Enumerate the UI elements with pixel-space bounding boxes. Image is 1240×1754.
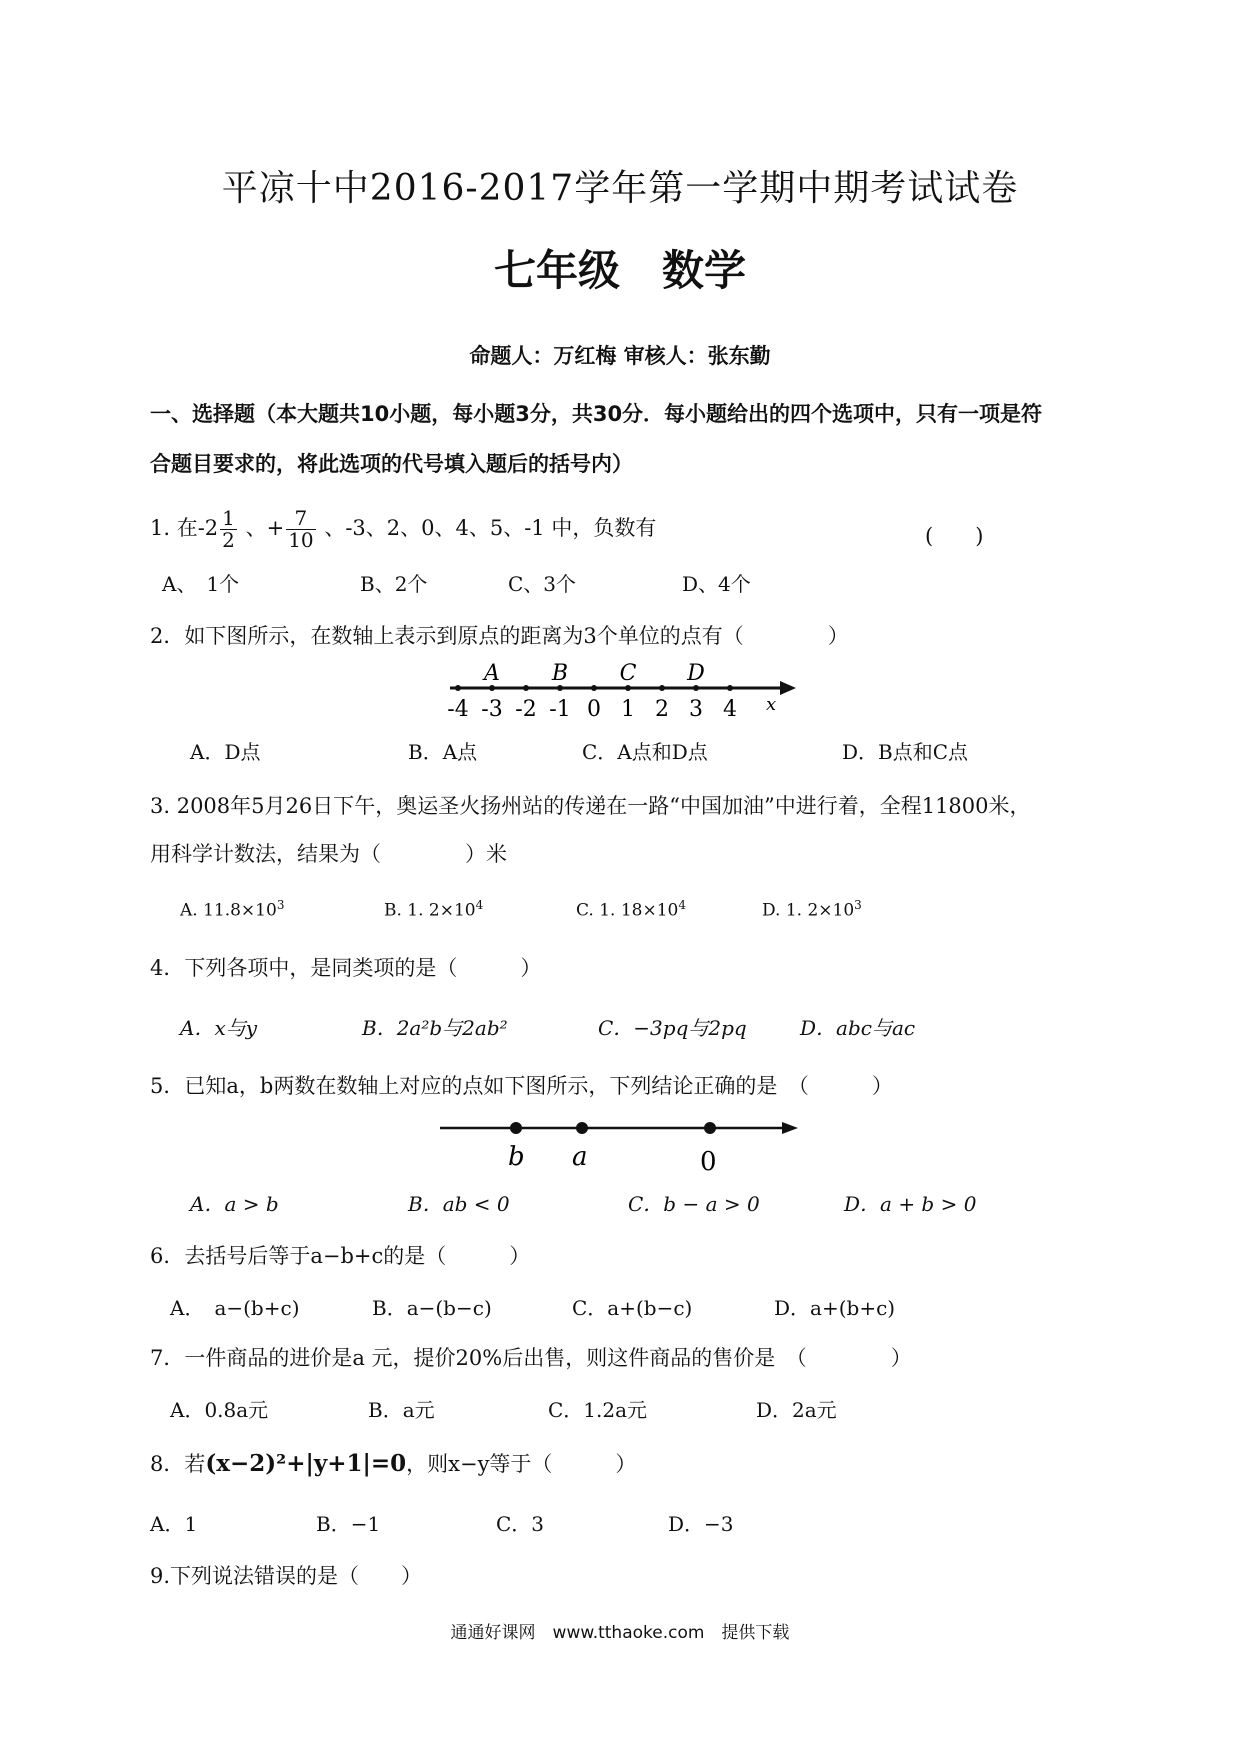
q7-option-b: B．a元 — [368, 1398, 435, 1422]
q1-fraction-1 — [220, 508, 237, 551]
q2-tick-label: -2 — [515, 697, 537, 722]
q8-option-b: B．−1 — [316, 1512, 381, 1536]
q1-answer-paren: ( ) — [925, 524, 984, 548]
q3-option-a-exp: 3 — [276, 898, 285, 912]
q5-axis-arrow — [782, 1122, 798, 1134]
q2-tick-label: 1 — [621, 697, 635, 722]
q8-prefix: 8．若 — [150, 1452, 206, 1476]
q3-option-c-base: C. 1. 18×10 — [576, 900, 679, 921]
q3-option-b-base: B. 1. 2×10 — [384, 900, 476, 921]
q2-option-d: D．B点和C点 — [842, 740, 969, 764]
q7-option-c: C．1.2a元 — [548, 1398, 648, 1422]
q4-option-a: A．x与y — [180, 1016, 258, 1040]
q2-tick-label: 0 — [587, 697, 601, 722]
q8-option-c: C．3 — [496, 1512, 545, 1536]
q2-axis-variable: x — [766, 694, 777, 715]
q2-tick-mark — [727, 685, 733, 691]
q1-frac2-den: 10 — [288, 528, 314, 552]
q5-option-a: A．a > b — [190, 1192, 279, 1216]
question-6: 6．去括号后等于a−b+c的是（ ） — [150, 1244, 531, 1268]
q5-point-zero — [704, 1122, 716, 1134]
q1-suffix: 、-3、2、0、4、5、-1 中，负数有 — [317, 516, 657, 540]
q5-label-b: b — [508, 1142, 525, 1172]
q1-sep: 、+ — [238, 516, 285, 540]
q7-option-d: D．2a元 — [756, 1398, 837, 1422]
q5-point-b — [510, 1122, 522, 1134]
q3-option-d-base: D. 1. 2×10 — [762, 900, 855, 921]
q2-tick-label: 4 — [723, 697, 737, 722]
q1-prefix: 1. 在-2 — [150, 516, 219, 540]
q3-option-b — [384, 898, 483, 921]
q2-option-c: C．A点和D点 — [582, 740, 708, 764]
question-2: 2．如下图所示，在数轴上表示到原点的距离为3个单位的点有（ ） — [150, 624, 849, 648]
q2-point-label: C — [619, 661, 637, 686]
q5-label-a: a — [572, 1142, 588, 1172]
q8-suffix: ，则x−y等于（ ） — [406, 1452, 637, 1476]
q3-option-a — [180, 898, 284, 921]
q5-option-b: B．ab < 0 — [408, 1192, 510, 1216]
q6-option-c: C．a+(b−c) — [572, 1296, 693, 1320]
exam-title: 平凉十中2016-2017学年第一学期中期考试试卷 — [221, 168, 1019, 209]
q1-option-d: D、4个 — [682, 572, 751, 596]
q2-axis-arrow — [780, 681, 796, 695]
q1-frac2-num: 7 — [286, 508, 315, 530]
q8-option-a: A．1 — [150, 1512, 198, 1536]
q8-formula: (x−2)²+|y+1|=0 — [205, 1450, 407, 1477]
q2-tick-mark — [523, 685, 529, 691]
q2-tick-label: 2 — [655, 697, 669, 722]
q6-option-b: B．a−(b−c) — [372, 1296, 492, 1320]
q7-option-a: A．0.8a元 — [170, 1398, 269, 1422]
q6-option-d: D．a+(b+c) — [774, 1296, 896, 1320]
q2-number-line — [440, 660, 800, 730]
question-4: 4．下列各项中，是同类项的是（ ） — [150, 956, 542, 980]
q1-option-c: C、3个 — [508, 572, 577, 596]
question-9: 9.下列说法错误的是（ ） — [150, 1564, 423, 1588]
q5-option-c: C．b − a > 0 — [628, 1192, 760, 1216]
q1-fraction-2 — [286, 508, 315, 551]
question-3-line2: 用科学计数法，结果为（ ）米 — [150, 842, 507, 866]
exam-authors: 命题人：万红梅 审核人：张东勤 — [469, 344, 771, 368]
q3-option-d — [762, 898, 862, 921]
q5-point-a — [576, 1122, 588, 1134]
q3-option-c — [576, 898, 686, 921]
q2-tick-label: -4 — [447, 697, 469, 722]
q3-option-d-exp: 3 — [854, 898, 862, 912]
q2-tick-label: 3 — [689, 697, 703, 722]
q8-option-d: D．−3 — [668, 1512, 734, 1536]
section-heading-line2: 合题目要求的，将此选项的代号填入题后的括号内） — [150, 452, 633, 476]
q2-point-label: B — [551, 661, 569, 686]
question-5: 5．已知a，b两数在数轴上对应的点如下图所示，下列结论正确的是 （ ） — [150, 1074, 893, 1098]
q2-option-a: A．D点 — [190, 740, 261, 764]
q2-option-b: B．A点 — [408, 740, 478, 764]
exam-subject: 七年级 数学 — [493, 246, 746, 295]
q2-point-label: D — [687, 661, 705, 686]
q3-option-c-exp: 4 — [678, 898, 686, 912]
section-heading-line1: 一、选择题（本大题共10小题，每小题3分，共30分．每小题给出的四个选项中，只有一项是符 — [150, 402, 1043, 426]
q5-number-line — [436, 1110, 806, 1190]
q2-tick-mark — [455, 685, 461, 691]
q4-option-d: D．abc与ac — [800, 1016, 916, 1040]
q1-frac1-num: 1 — [222, 506, 235, 530]
question-8 — [150, 1448, 636, 1478]
q1-frac1-den: 2 — [222, 528, 235, 552]
q2-tick-mark — [591, 685, 597, 691]
q4-option-b: B．2a²b与2ab² — [362, 1016, 508, 1040]
q3-option-a-base: A. 11.8×10 — [180, 900, 277, 921]
q6-option-a: A． a−(b+c) — [170, 1296, 300, 1320]
question-1 — [150, 508, 656, 551]
page-footer: 通通好课网 www.tthaoke.com 提供下载 — [450, 1623, 790, 1643]
q5-label-zero: 0 — [700, 1147, 717, 1177]
q2-tick-mark — [659, 685, 665, 691]
q2-tick-label: -3 — [481, 697, 503, 722]
q4-option-c: C．−3pq与2pq — [598, 1016, 747, 1040]
q5-option-d: D．a + b > 0 — [844, 1192, 977, 1216]
q1-option-b: B、2个 — [360, 572, 428, 596]
q3-option-b-exp: 4 — [475, 898, 484, 912]
q2-point-label: A — [484, 661, 500, 686]
question-3-line1: 3. 2008年5月26日下午，奥运圣火扬州站的传递在一路“中国加油”中进行着，全程11800米， — [150, 794, 1031, 818]
question-7: 7．一件商品的进价是a 元，提价20%后出售，则这件商品的售价是 （ ） — [150, 1346, 912, 1370]
q2-tick-label: -1 — [549, 697, 571, 722]
q1-option-a: A、 1个 — [162, 572, 240, 596]
